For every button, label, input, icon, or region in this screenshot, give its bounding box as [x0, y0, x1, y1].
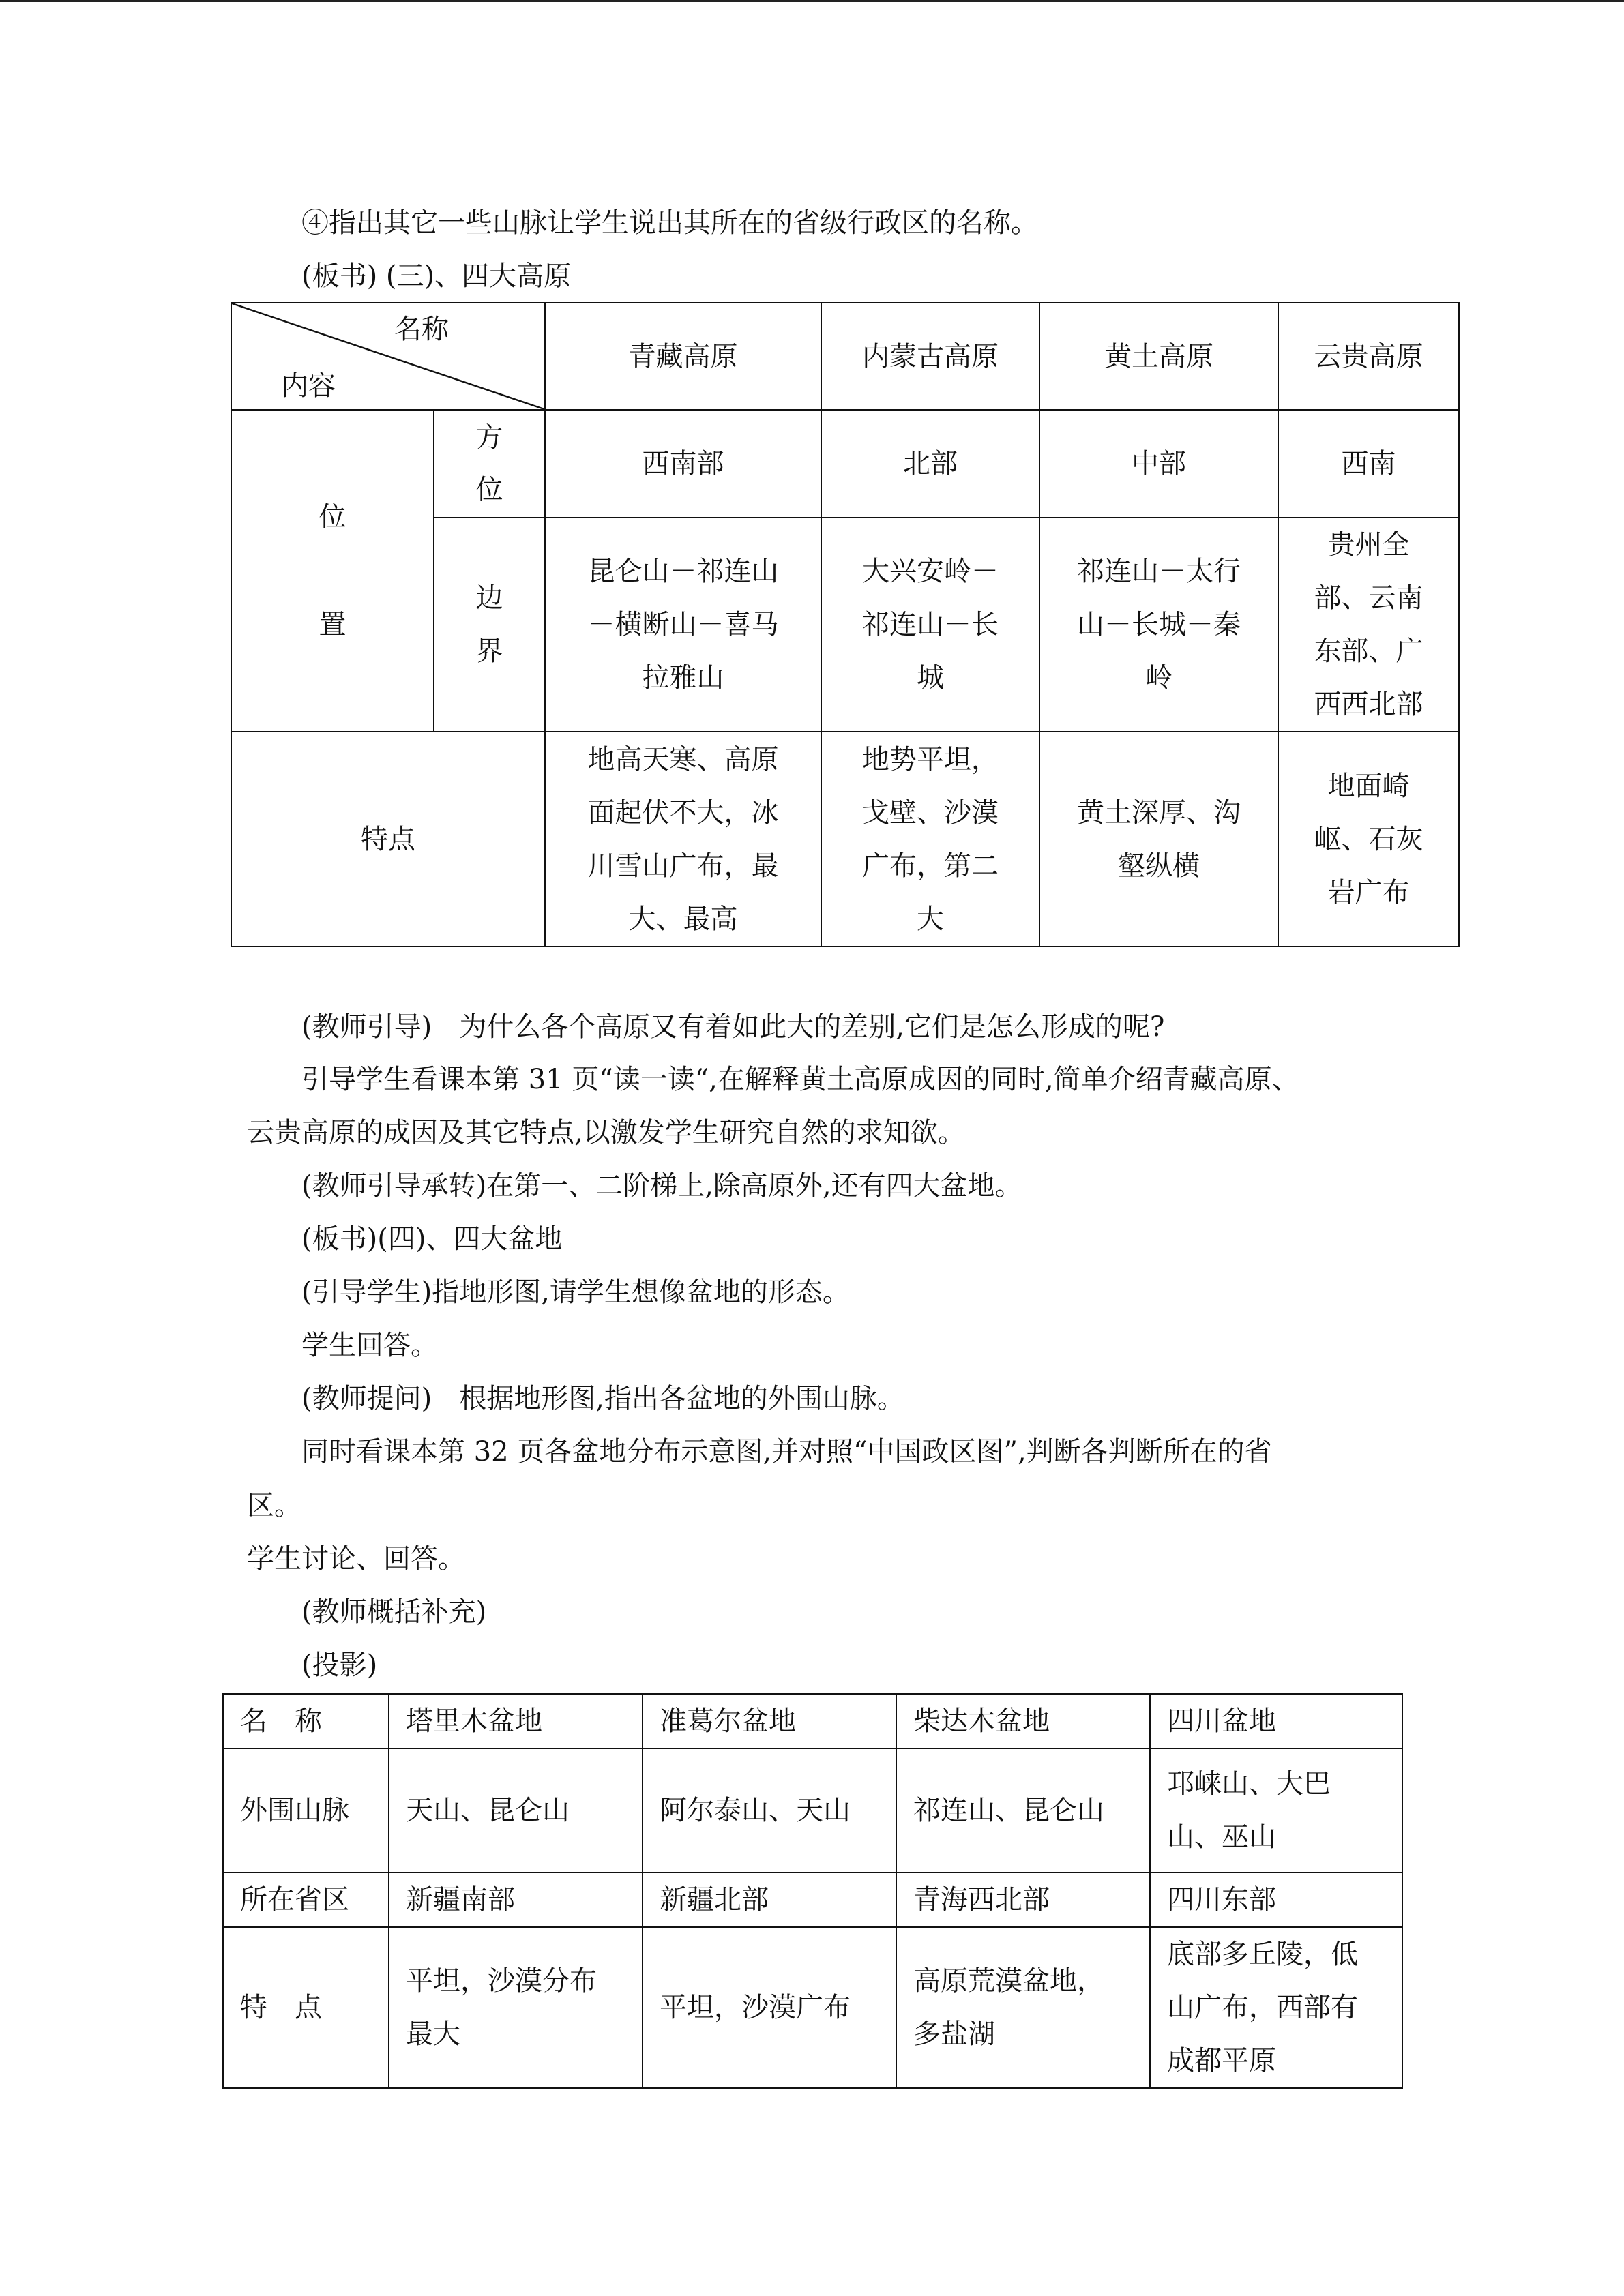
- basin-province: 青海西北部: [896, 1873, 1150, 1927]
- paragraph: 学生回答。: [301, 1330, 438, 1361]
- basin-feature: 底部多丘陵，低 山广布，西部有 成都平原: [1150, 1927, 1402, 2088]
- basin-name: 柴达木盆地: [896, 1694, 1150, 1748]
- paragraph: (教师概括补充): [301, 1596, 487, 1628]
- basin-mountains: 阿尔泰山、天山: [643, 1748, 896, 1873]
- basin-feature: 平坦，沙漠广布: [643, 1927, 896, 2088]
- plateau-feature: 地势平坦， 戈壁、沙漠 广布，第二 大: [821, 732, 1039, 946]
- plateau-direction: 西南部: [545, 410, 821, 518]
- paragraph: (教师引导) 为什么各个高原又有着如此大的差别,它们是怎么形成的呢?: [301, 1011, 1165, 1043]
- plateau-name: 内蒙古高原: [821, 303, 1039, 410]
- basin-mountains: 邛崃山、大巴 山、巫山: [1150, 1748, 1402, 1873]
- basins-table: [222, 1693, 1403, 2089]
- paragraph: (投影): [301, 1650, 378, 1681]
- basin-mountains: 天山、昆仑山: [389, 1748, 643, 1873]
- basin-name: 四川盆地: [1150, 1694, 1402, 1748]
- paragraph: ④指出其它一些山脉让学生说出其所在的省级行政区的名称。: [301, 207, 1038, 239]
- plateau-feature: 地高天寒、高原 面起伏不大，冰 川雪山广布，最 大、最高: [545, 732, 821, 946]
- row-label: 名 称: [223, 1694, 389, 1748]
- basin-mountains: 祁连山、昆仑山: [896, 1748, 1150, 1873]
- plateau-name: 云贵高原: [1278, 303, 1459, 410]
- plateau-direction: 中部: [1039, 410, 1278, 518]
- row-label: 外围山脉: [223, 1748, 389, 1873]
- paragraph: 云贵高原的成因及其它特点,以激发学生研究自然的求知欲。: [247, 1117, 965, 1148]
- header-content-label: 内容: [281, 370, 336, 402]
- plateau-feature: 黄土深厚、沟 壑纵横: [1039, 732, 1278, 946]
- basin-name: 准葛尔盆地: [643, 1694, 896, 1748]
- row-label: 特 点: [223, 1927, 389, 2088]
- plateau-border: 大兴安岭－ 祁连山－长 城: [821, 518, 1039, 732]
- basin-province: 新疆南部: [389, 1873, 643, 1927]
- page-top-border: [0, 0, 1624, 2]
- paragraph-board-heading: (板书)(四)、四大盆地: [301, 1223, 563, 1255]
- plateau-feature: 地面崎 岖、石灰 岩广布: [1278, 732, 1459, 946]
- plateau-border: 祁连山－太行 山－长城－秦 岭: [1039, 518, 1278, 732]
- diagonal-line: [232, 303, 544, 409]
- plateau-direction: 北部: [821, 410, 1039, 518]
- border-label: 边 界: [434, 518, 545, 732]
- plateau-name: 黄土高原: [1039, 303, 1278, 410]
- plateau-border: 昆仑山－祁连山 －横断山－喜马 拉雅山: [545, 518, 821, 732]
- basin-feature: 高原荒漠盆地， 多盐湖: [896, 1927, 1150, 2088]
- basin-feature: 平坦，沙漠分布 最大: [389, 1927, 643, 2088]
- paragraph: (引导学生)指地形图,请学生想像盆地的形态。: [301, 1277, 850, 1308]
- basin-name: 塔里木盆地: [389, 1694, 643, 1748]
- plateau-border: 贵州全 部、云南 东部、广 西西北部: [1278, 518, 1459, 732]
- paragraph-board-heading: (板书) (三)、四大高原: [301, 260, 572, 292]
- row-label: 所在省区: [223, 1873, 389, 1927]
- paragraph: 引导学生看课本第 31 页“读一读“,在解释黄土高原成因的同时,简单介绍青藏高原、: [301, 1064, 1299, 1095]
- header-name-label: 名称: [394, 314, 449, 345]
- paragraph: (教师引导承转)在第一、二阶梯上,除高原外,还有四大盆地。: [301, 1170, 1022, 1202]
- plateau-direction: 西南: [1278, 410, 1459, 518]
- position-label: 位 置: [231, 410, 434, 732]
- feature-label: 特点: [231, 732, 545, 946]
- paragraph: 区。: [247, 1490, 301, 1521]
- plateaus-table: [231, 302, 1460, 947]
- paragraph: 学生讨论、回答。: [247, 1543, 465, 1575]
- basin-province: 新疆北部: [643, 1873, 896, 1927]
- diagonal-header-cell: [231, 303, 545, 410]
- basin-province: 四川东部: [1150, 1873, 1402, 1927]
- direction-label: 方 位: [434, 410, 545, 518]
- plateau-name: 青藏高原: [545, 303, 821, 410]
- paragraph: 同时看课本第 32 页各盆地分布示意图,并对照“中国政区图”,判断各判断所在的省: [301, 1436, 1272, 1467]
- paragraph: (教师提问) 根据地形图,指出各盆地的外围山脉。: [301, 1383, 904, 1414]
